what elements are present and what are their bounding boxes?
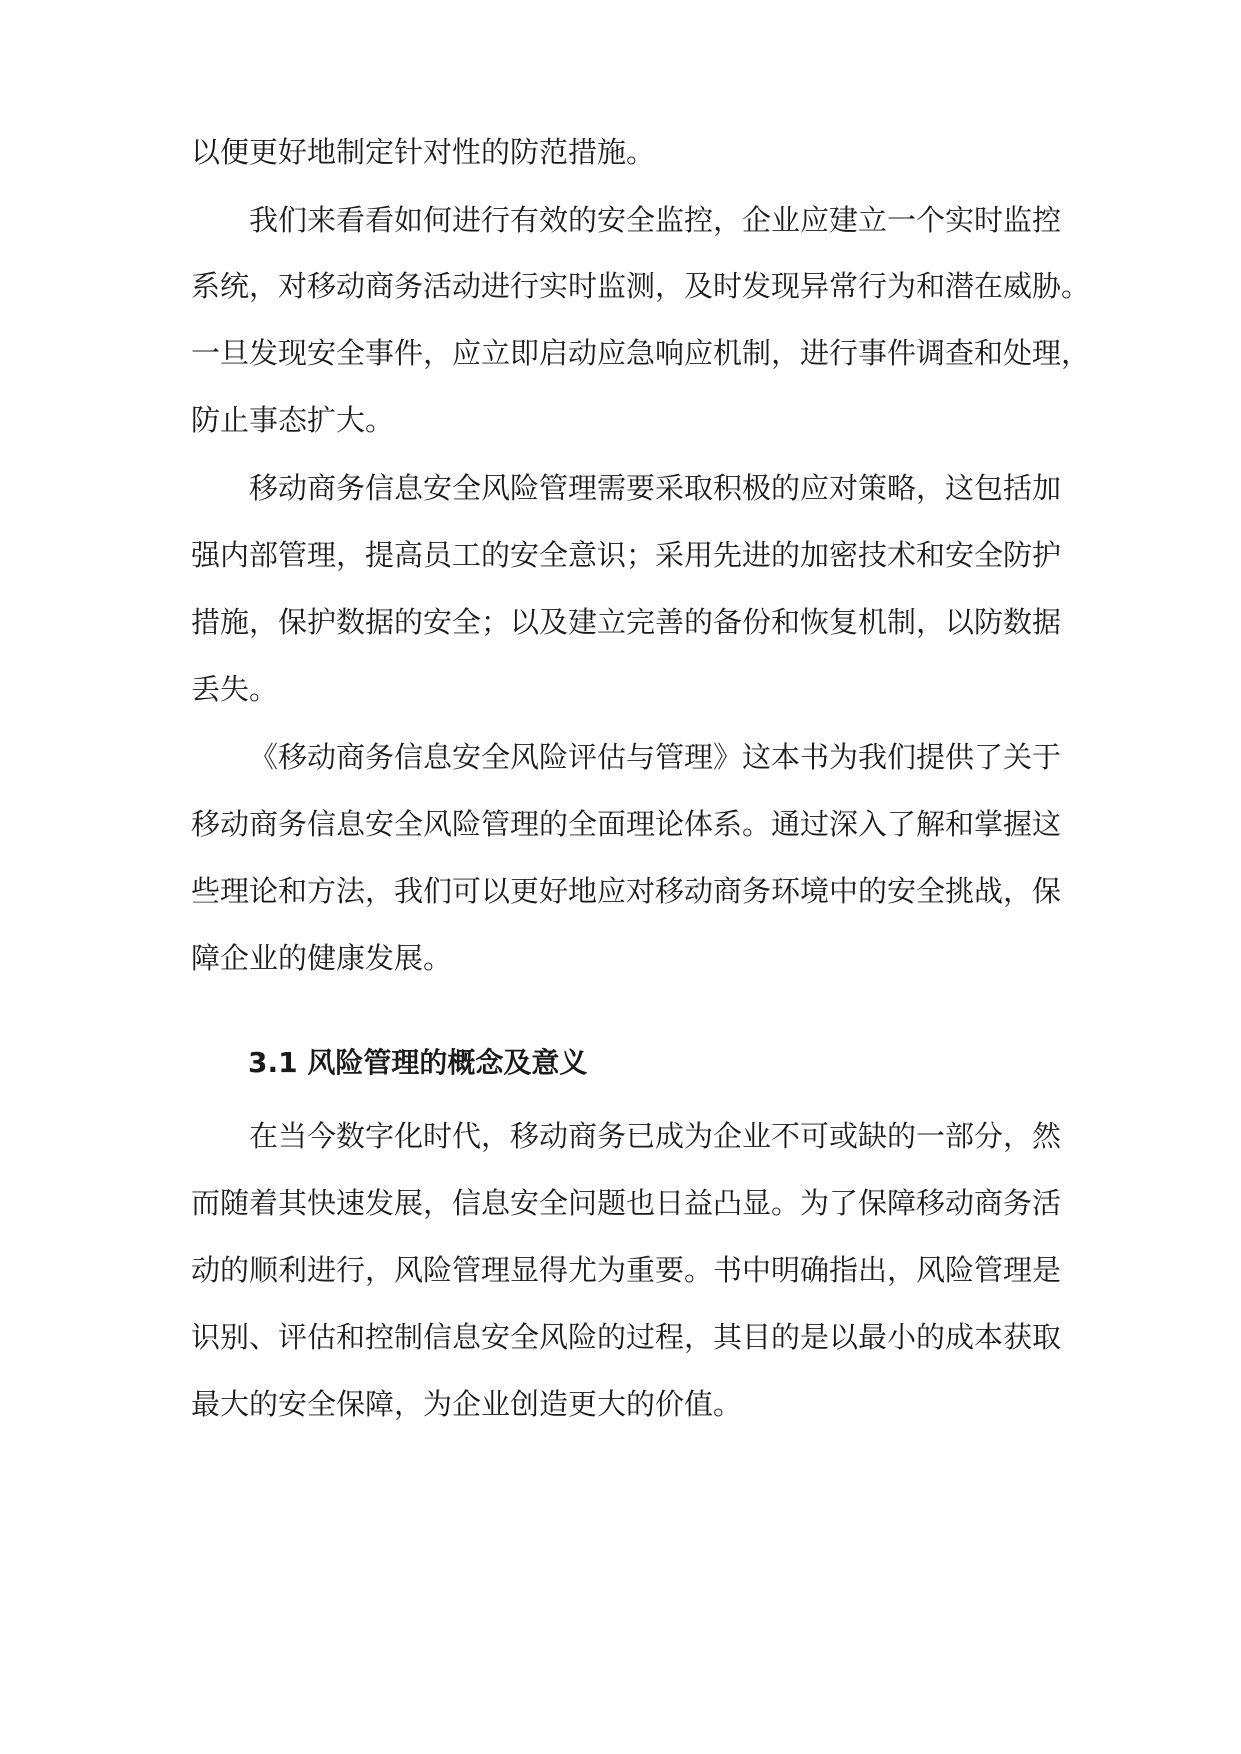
paragraph-line: 些理论和方法，我们可以更好地应对移动商务环境中的安全挑战，保 [191,874,1062,908]
paragraph-line: 动的顺利进行，风险管理显得尤为重要。书中明确指出，风险管理是 [191,1253,1062,1287]
paragraph-line: 强内部管理，提高员工的安全意识；采用先进的加密技术和安全防护 [191,538,1062,572]
paragraph-line: 系统，对移动商务活动进行实时监测，及时发现异常行为和潜在威胁。 [191,269,1091,303]
paragraph-line: 最大的安全保障，为企业创造更大的价值。 [191,1387,743,1421]
paragraph-line: 以便更好地制定针对性的防范措施。 [191,135,656,169]
paragraph-line: 在当今数字化时代，移动商务已成为企业不可或缺的一部分，然 [249,1119,1062,1153]
paragraph-line: 一旦发现安全事件，应立即启动应急响应机制，进行事件调查和处理， [191,336,1091,370]
section-heading: 3.1 风险管理的概念及意义 [248,1046,588,1079]
paragraph-line: 障企业的健康发展。 [191,941,453,975]
paragraph-line: 措施，保护数据的安全；以及建立完善的备份和恢复机制，以防数据 [191,605,1062,639]
paragraph-line: 《移动商务信息安全风险评估与管理》这本书为我们提供了关于 [249,740,1062,774]
paragraph-line: 移动商务信息安全风险管理的全面理论体系。通过深入了解和掌握这 [191,807,1062,841]
paragraph-line: 我们来看看如何进行有效的安全监控，企业应建立一个实时监控 [249,203,1062,237]
paragraph-line: 移动商务信息安全风险管理需要采取积极的应对策略，这包括加 [249,471,1062,505]
paragraph-line: 识别、评估和控制信息安全风险的过程，其目的是以最小的成本获取 [191,1320,1062,1354]
paragraph-line: 而随着其快速发展，信息安全问题也日益凸显。为了保障移动商务活 [191,1186,1062,1220]
paragraph-line: 防止事态扩大。 [191,403,395,437]
paragraph-line: 丢失。 [191,672,279,706]
